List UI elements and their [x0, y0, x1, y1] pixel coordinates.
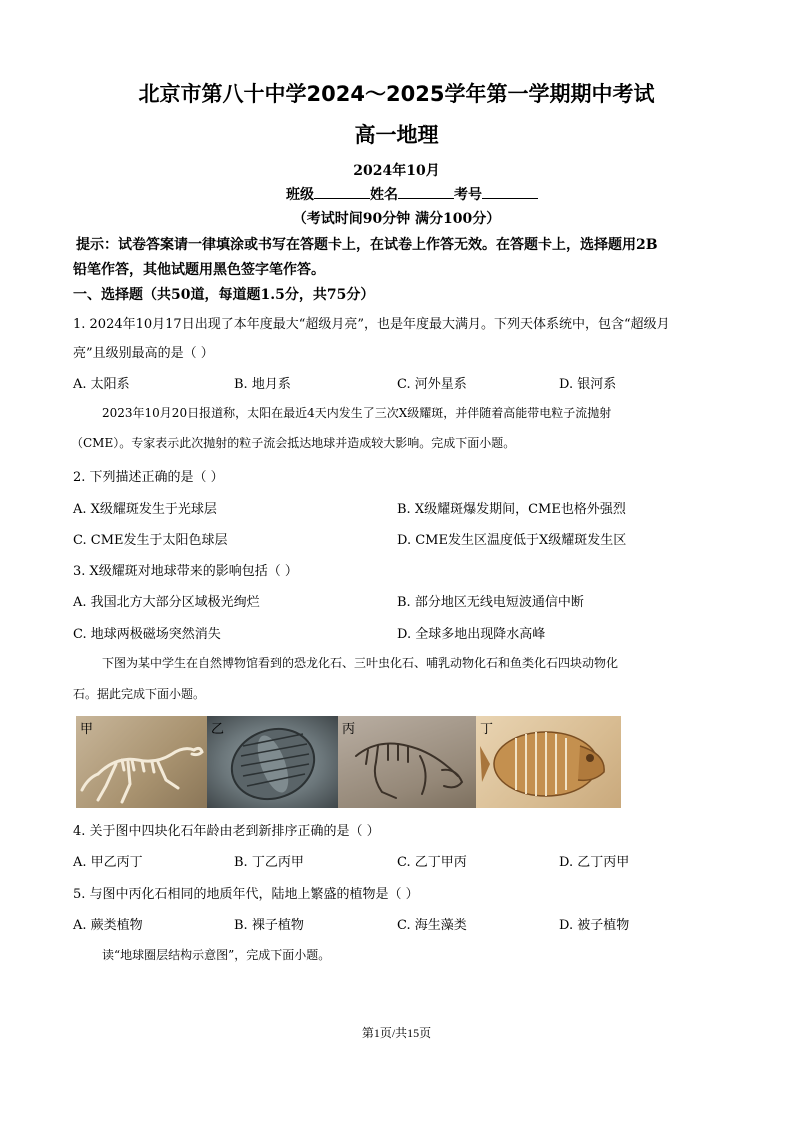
q1-option-c: C. 河外星系: [397, 377, 467, 392]
q5-stem: 5. 与图中丙化石相同的地质年代，陆地上繁盛的植物是（ ）: [73, 887, 419, 902]
class-blank: [314, 185, 370, 199]
number-label: 考号: [454, 187, 482, 203]
material-3: 读“地球圈层结构示意图”，完成下面小题。: [102, 948, 331, 962]
q1-stem-line-2: 亮”且级别最高的是（ ）: [73, 346, 214, 361]
fossil-label-bing: 丙: [342, 722, 356, 737]
q1-stem-line-1: 1. 2024年10月17日出现了本年度最大“超级月亮”，也是年度最大满月。下列天体系统中，包含“超级月: [73, 317, 670, 332]
notice-line-2: 铅笔作答，其他试题用黑色签字笔作答。: [73, 262, 325, 278]
fossil-image-yi: [207, 716, 338, 808]
q5-option-c: C. 海生藻类: [397, 918, 467, 933]
q3-option-b: B. 部分地区无线电短波通信中断: [397, 595, 584, 610]
dinosaur-fossil-icon: [76, 716, 207, 808]
name-label: 姓名: [370, 187, 398, 203]
q4-option-b: B. 丁乙丙甲: [234, 855, 304, 870]
exam-date: 2024年10月: [353, 163, 440, 179]
exam-info: （考试时间90分钟 满分100分）: [292, 211, 501, 227]
material-1-line-1: 2023年10月20日报道称，太阳在最近4天内发生了三次X级耀斑，并伴随着高能带电粒子流抛射: [102, 406, 612, 420]
fossil-label-jia: 甲: [80, 722, 94, 737]
fossil-image-jia: [76, 716, 207, 808]
section-heading: 一、选择题（共50道，每道题1.5分，共75分）: [73, 287, 375, 303]
fossil-label-yi: 乙: [211, 722, 225, 737]
q1-option-a: A. 太阳系: [73, 377, 130, 392]
q2-stem: 2. 下列描述正确的是（ ）: [73, 470, 224, 485]
q4-option-d: D. 乙丁丙甲: [559, 855, 630, 870]
q1-option-b: B. 地月系: [234, 377, 291, 392]
q5-option-b: B. 裸子植物: [234, 918, 304, 933]
fossil-image-bing: [338, 716, 476, 808]
q3-option-a: A. 我国北方大部分区域极光绚烂: [73, 595, 260, 610]
q5-option-d: D. 被子植物: [559, 918, 630, 933]
student-fields: [286, 184, 538, 204]
mammal-fossil-icon: [338, 716, 476, 808]
class-label: 班级: [286, 187, 314, 203]
subject-title: 高一地理: [354, 123, 439, 147]
fossil-image-ding: [476, 716, 621, 808]
name-blank: [398, 185, 454, 199]
exam-title: 北京市第八十中学2024～2025学年第一学期期中考试: [138, 82, 655, 106]
material-2-line-1: 下图为某中学生在自然博物馆看到的恐龙化石、三叶虫化石、哺乳动物化石和鱼类化石四块动物化: [102, 656, 619, 670]
q5-option-a: A. 蕨类植物: [73, 918, 143, 933]
page-footer: 第1页/共15页: [361, 1026, 432, 1040]
q2-option-d: D. CME发生区温度低于X级耀斑发生区: [397, 533, 627, 548]
fish-fossil-icon: [476, 716, 621, 808]
q2-option-b: B. X级耀斑爆发期间，CME也格外强烈: [397, 502, 626, 517]
number-blank: [482, 185, 538, 199]
q2-option-c: C. CME发生于太阳色球层: [73, 533, 228, 548]
q3-option-d: D. 全球多地出现降水高峰: [397, 627, 546, 642]
trilobite-fossil-icon: [207, 716, 338, 808]
q4-option-a: A. 甲乙丙丁: [73, 855, 143, 870]
q4-option-c: C. 乙丁甲丙: [397, 855, 467, 870]
q2-option-a: A. X级耀斑发生于光球层: [73, 502, 217, 517]
fossil-label-ding: 丁: [480, 722, 494, 737]
notice-line-1: 提示：试卷答案请一律填涂或书写在答题卡上，在试卷上作答无效。在答题卡上，选择题用2B: [76, 237, 658, 253]
q4-stem: 4. 关于图中四块化石年龄由老到新排序正确的是（ ）: [73, 824, 380, 839]
q1-option-d: D. 银河系: [559, 377, 617, 392]
q3-option-c: C. 地球两极磁场突然消失: [73, 627, 221, 642]
material-1-line-2: （CME）。专家表示此次抛射的粒子流会抵达地球并造成较大影响。完成下面小题。: [71, 436, 516, 450]
material-2-line-2: 石。据此完成下面小题。: [73, 687, 206, 701]
q3-stem: 3. X级耀斑对地球带来的影响包括（ ）: [73, 564, 298, 579]
